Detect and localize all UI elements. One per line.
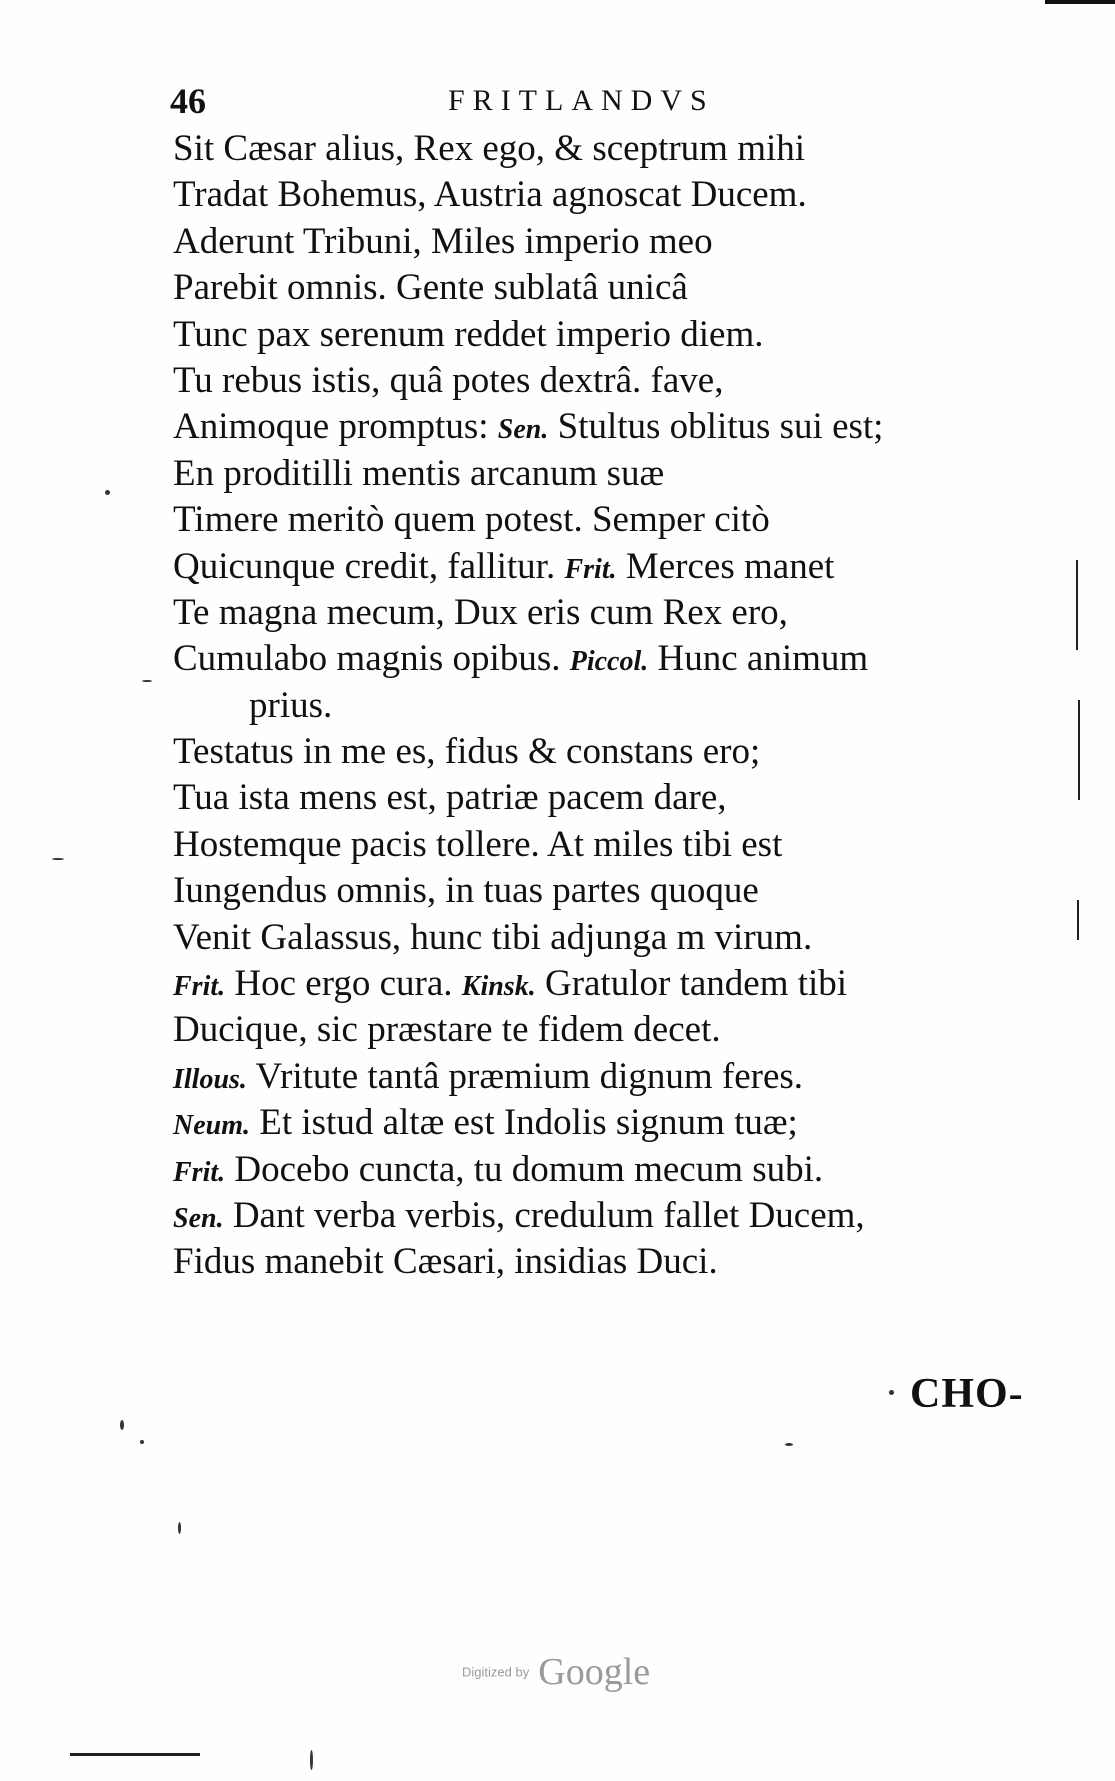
verse-line	[173, 451, 1053, 497]
verse-text: Timere meritò quem potest. Semper citò	[173, 499, 770, 541]
verse-text: Hunc animum	[657, 638, 869, 680]
verse-line	[173, 126, 1053, 172]
bottom-edge-rule	[70, 1753, 200, 1756]
verse-line	[173, 822, 1053, 868]
verse-block	[173, 126, 1053, 1286]
verse-text: Cumulabo magnis opibus.	[173, 638, 561, 680]
verse-text: Iungendus omnis, in tuas partes quoque	[173, 870, 759, 912]
verse-text: Gratulor tandem tibi	[544, 963, 848, 1005]
verse-line	[173, 497, 1053, 543]
verse-text: Parebit omnis. Gente sublatâ unicâ	[173, 267, 688, 309]
speaker-label: Sen.	[497, 414, 549, 446]
verse-text: Quicunque credit, fallitur.	[173, 545, 556, 587]
verse-line	[173, 172, 1053, 218]
verse-line	[173, 544, 1053, 590]
verse-text: Aderunt Tribuni, Miles imperio meo	[173, 220, 713, 262]
verse-text: Tua ista mens est, patriæ pacem dare,	[173, 777, 727, 819]
speaker-label: Illous.	[173, 1063, 247, 1095]
running-head: FRITLANDVS	[448, 84, 715, 117]
speaker-label: Kinsk.	[461, 971, 536, 1003]
verse-line	[173, 775, 1053, 821]
catchword: CHO-	[910, 1371, 1024, 1417]
scan-speck	[105, 490, 110, 495]
speaker-label: Frit.	[564, 553, 617, 585]
verse-text: Venit Galassus, hunc tibi adjunga m virum.	[173, 916, 813, 958]
watermark-prefix: Digitized by	[462, 1664, 530, 1680]
verse-text: prius.	[249, 684, 333, 726]
watermark-brand: Google	[538, 1651, 651, 1693]
scan-speck	[142, 680, 152, 682]
speaker-label: Sen.	[173, 1202, 224, 1234]
verse-text: Hostemque pacis tollere. At miles tibi est	[173, 823, 783, 865]
top-edge-rule	[1045, 0, 1115, 4]
scan-speck	[120, 1420, 124, 1430]
verse-line	[173, 868, 1053, 914]
scan-speck	[140, 1440, 144, 1444]
page-number: 46	[170, 81, 206, 121]
verse-line	[173, 358, 1053, 404]
verse-line	[173, 915, 1053, 961]
scan-speck	[785, 1443, 793, 1446]
speaker-label: Frit.	[173, 971, 226, 1003]
verse-line	[173, 590, 1053, 636]
verse-text: Stultus oblitus sui est;	[557, 406, 884, 448]
verse-text: Vritute tantâ præmium dignum feres.	[255, 1055, 804, 1097]
scan-speck	[889, 1390, 894, 1395]
verse-line	[173, 265, 1053, 311]
verse-turnover-line	[173, 683, 1053, 729]
verse-text: Tunc pax serenum reddet imperio diem.	[173, 313, 764, 355]
verse-line	[173, 219, 1053, 265]
verse-text: Sit Cæsar alius, Rex ego, & sceptrum mihi	[173, 128, 806, 169]
margin-mark	[1076, 560, 1078, 650]
verse-line	[173, 404, 1053, 450]
verse-line	[173, 1007, 1053, 1053]
verse-line	[173, 1100, 1053, 1146]
verse-text: Tu rebus istis, quâ potes dextrâ. fave,	[173, 359, 724, 401]
verse-text: Et istud altæ est Indolis signum tuæ;	[259, 1102, 798, 1144]
verse-line	[173, 1054, 1053, 1100]
margin-mark	[1077, 900, 1079, 940]
verse-text: En proditilli mentis arcanum suæ	[173, 452, 665, 494]
verse-text: Tradat Bohemus, Austria agnoscat Ducem.	[173, 174, 807, 216]
scan-speck	[52, 858, 64, 860]
speaker-label: Neum.	[173, 1110, 250, 1142]
verse-text: Ducique, sic præstare te fidem decet.	[173, 1009, 721, 1051]
verse-line	[173, 1147, 1053, 1193]
verse-line	[173, 961, 1053, 1007]
scan-speck	[178, 1522, 181, 1534]
verse-text: Te magna mecum, Dux eris cum Rex ero,	[173, 591, 788, 633]
verse-text: Docebo cuncta, tu domum mecum subi.	[234, 1148, 824, 1190]
verse-text: Animoque promptus:	[173, 406, 489, 448]
verse-text: Dant verba verbis, credulum fallet Ducem,	[232, 1194, 865, 1236]
speaker-label: Piccol.	[569, 646, 649, 678]
verse-line	[173, 1193, 1053, 1239]
verse-text: Hoc ergo cura.	[234, 963, 453, 1005]
page-header	[170, 80, 790, 126]
verse-line	[173, 636, 1053, 682]
verse-line	[173, 312, 1053, 358]
speaker-label: Frit.	[173, 1156, 226, 1188]
verse-text: Testatus in me es, fidus & constans ero;	[173, 731, 761, 773]
verse-text: Merces manet	[625, 545, 835, 587]
verse-text: Fidus manebit Cæsari, insidias Duci.	[173, 1241, 718, 1283]
scan-speck	[310, 1750, 313, 1770]
verse-line	[173, 1239, 1053, 1285]
margin-mark	[1078, 700, 1080, 800]
digitization-watermark	[462, 1650, 650, 1694]
verse-line	[173, 729, 1053, 775]
